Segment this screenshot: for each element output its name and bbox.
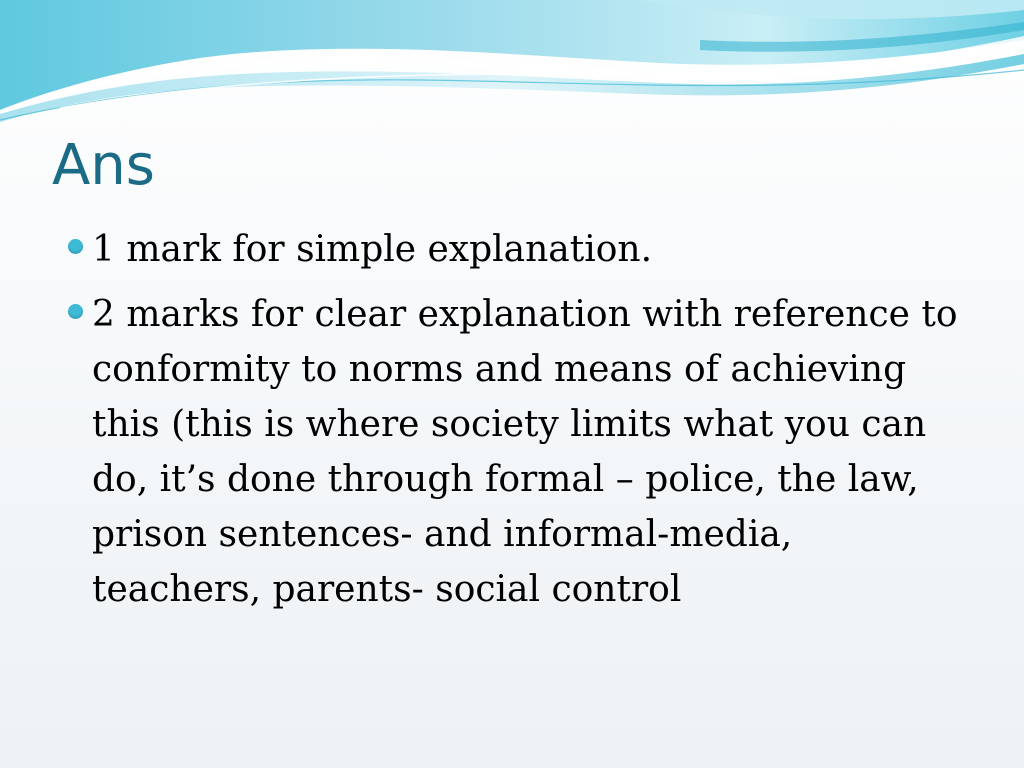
slide-title: Ans — [52, 133, 155, 198]
wave-header-decoration — [0, 0, 1024, 130]
bullet-list — [62, 222, 962, 627]
bullet-item-clear-explanation — [62, 287, 962, 617]
bullet-dot-icon — [68, 304, 83, 319]
bullet-item-simple-explanation — [62, 222, 962, 277]
bullet-text: 1 mark for simple explanation. — [92, 229, 653, 270]
bullet-text: 2 marks for clear explanation with reference to conformity to norms and means of achieving this (this is where society limits what you can do, it’s done through formal – police, the law, prison sentences- and informal-media, teachers, parents- social control — [92, 294, 958, 610]
bullet-dot-icon — [68, 239, 83, 254]
